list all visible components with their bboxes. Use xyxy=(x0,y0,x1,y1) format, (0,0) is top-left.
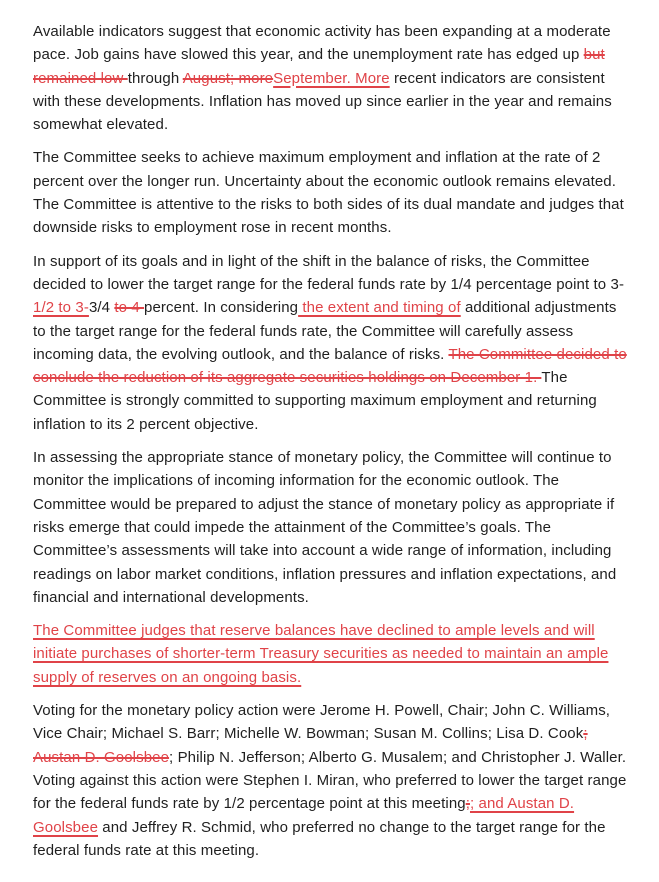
text-run: Available indicators suggest that economic activity has been expanding at a moderate pace. Job gains have slowed this year, and the unemployment rate has edged up xyxy=(33,23,611,64)
text-run: The Committee seeks to achieve maximum employment and inflation at the rate of 2 percent over the longer run. Uncertainty about the economic outlook remains elevated. The Committee is attentive to the risks to both sides of its dual mandate and judges that downside risks to employment rose in recent months. xyxy=(33,149,624,237)
inserted-text-run: 1/2 to 3- xyxy=(33,299,89,317)
inserted-text-run: The Committee judges that reserve balances have declined to ample levels and will initiate purchases of shorter-term Treasury securities as needed to maintain an ample supply of reserves on an ongoing basis. xyxy=(33,622,609,686)
text-run: percent. In considering xyxy=(144,299,299,317)
paragraph xyxy=(33,146,633,239)
deleted-text-run: ; xyxy=(465,795,470,813)
deleted-text-run: ; Austan D. Goolsbee xyxy=(33,725,588,766)
text-run: In assessing the appropriate stance of monetary policy, the Committee will continue to monitor the implications of incoming information for the economic outlook. The Committee would be prepared to adjust the stance of monetary policy as appropriate if risks emerge that could impede the attainment of the Committee’s goals. The Committee’s assessments will take into account a wide range of information, including readings on labor market conditions, inflation pressures and inflation expectations, and financial and international developments. xyxy=(33,449,617,606)
paragraph xyxy=(33,250,633,436)
text-run: recent indicators are consistent with these developments. Inflation has moved up since earlier in the year and remains somewhat elevated. xyxy=(33,69,612,134)
deleted-text-run: to 4 xyxy=(114,299,145,317)
text-run: additional adjustments to the target range for the federal funds rate, the Committee will carefully assess incoming data, the evolving outlook, and the balance of risks. xyxy=(33,299,617,363)
inserted-text-run: the extent and timing of xyxy=(298,299,461,317)
deleted-text-run: but remained low xyxy=(33,46,605,87)
paragraph xyxy=(33,20,633,136)
text-run: and Jeffrey R. Schmid, who preferred no change to the target range for the federal funds rate at this meeting. xyxy=(33,818,606,859)
text-run: through xyxy=(127,69,183,87)
inserted-text-run: September. More xyxy=(273,69,390,87)
text-run: The Committee is strongly committed to supporting maximum employment and returning inflation to its 2 percent objective. xyxy=(33,369,597,433)
deleted-text-run: The Committee decided to conclude the reduction of its aggregate securities holdings on December 1. xyxy=(33,345,627,387)
inserted-text-run: ; and Austan D. Goolsbee xyxy=(33,795,575,836)
text-run: In support of its goals and in light of the shift in the balance of risks, the Committee decided to lower the target range for the federal funds rate by 1/4 percentage point to 3- xyxy=(33,252,625,293)
paragraph xyxy=(33,619,633,689)
text-run: 3/4 xyxy=(88,299,115,317)
text-run: Voting for the monetary policy action were Jerome H. Powell, Chair; John C. Williams, Vice Chair; Michael S. Barr; Michelle W. Bowman; Susan M. Collins; Lisa D. Cook xyxy=(33,702,611,743)
paragraph xyxy=(33,699,633,862)
deleted-text-run: August; more xyxy=(182,69,274,87)
text-run: ; Philip N. Jefferson; Alberto G. Musalem; and Christopher J. Waller. Voting against this action were Stephen I. Miran, who preferred to lower the target range for the federal funds rate by 1/2 percentage point at this meeting xyxy=(33,748,627,813)
paragraph xyxy=(33,446,633,609)
